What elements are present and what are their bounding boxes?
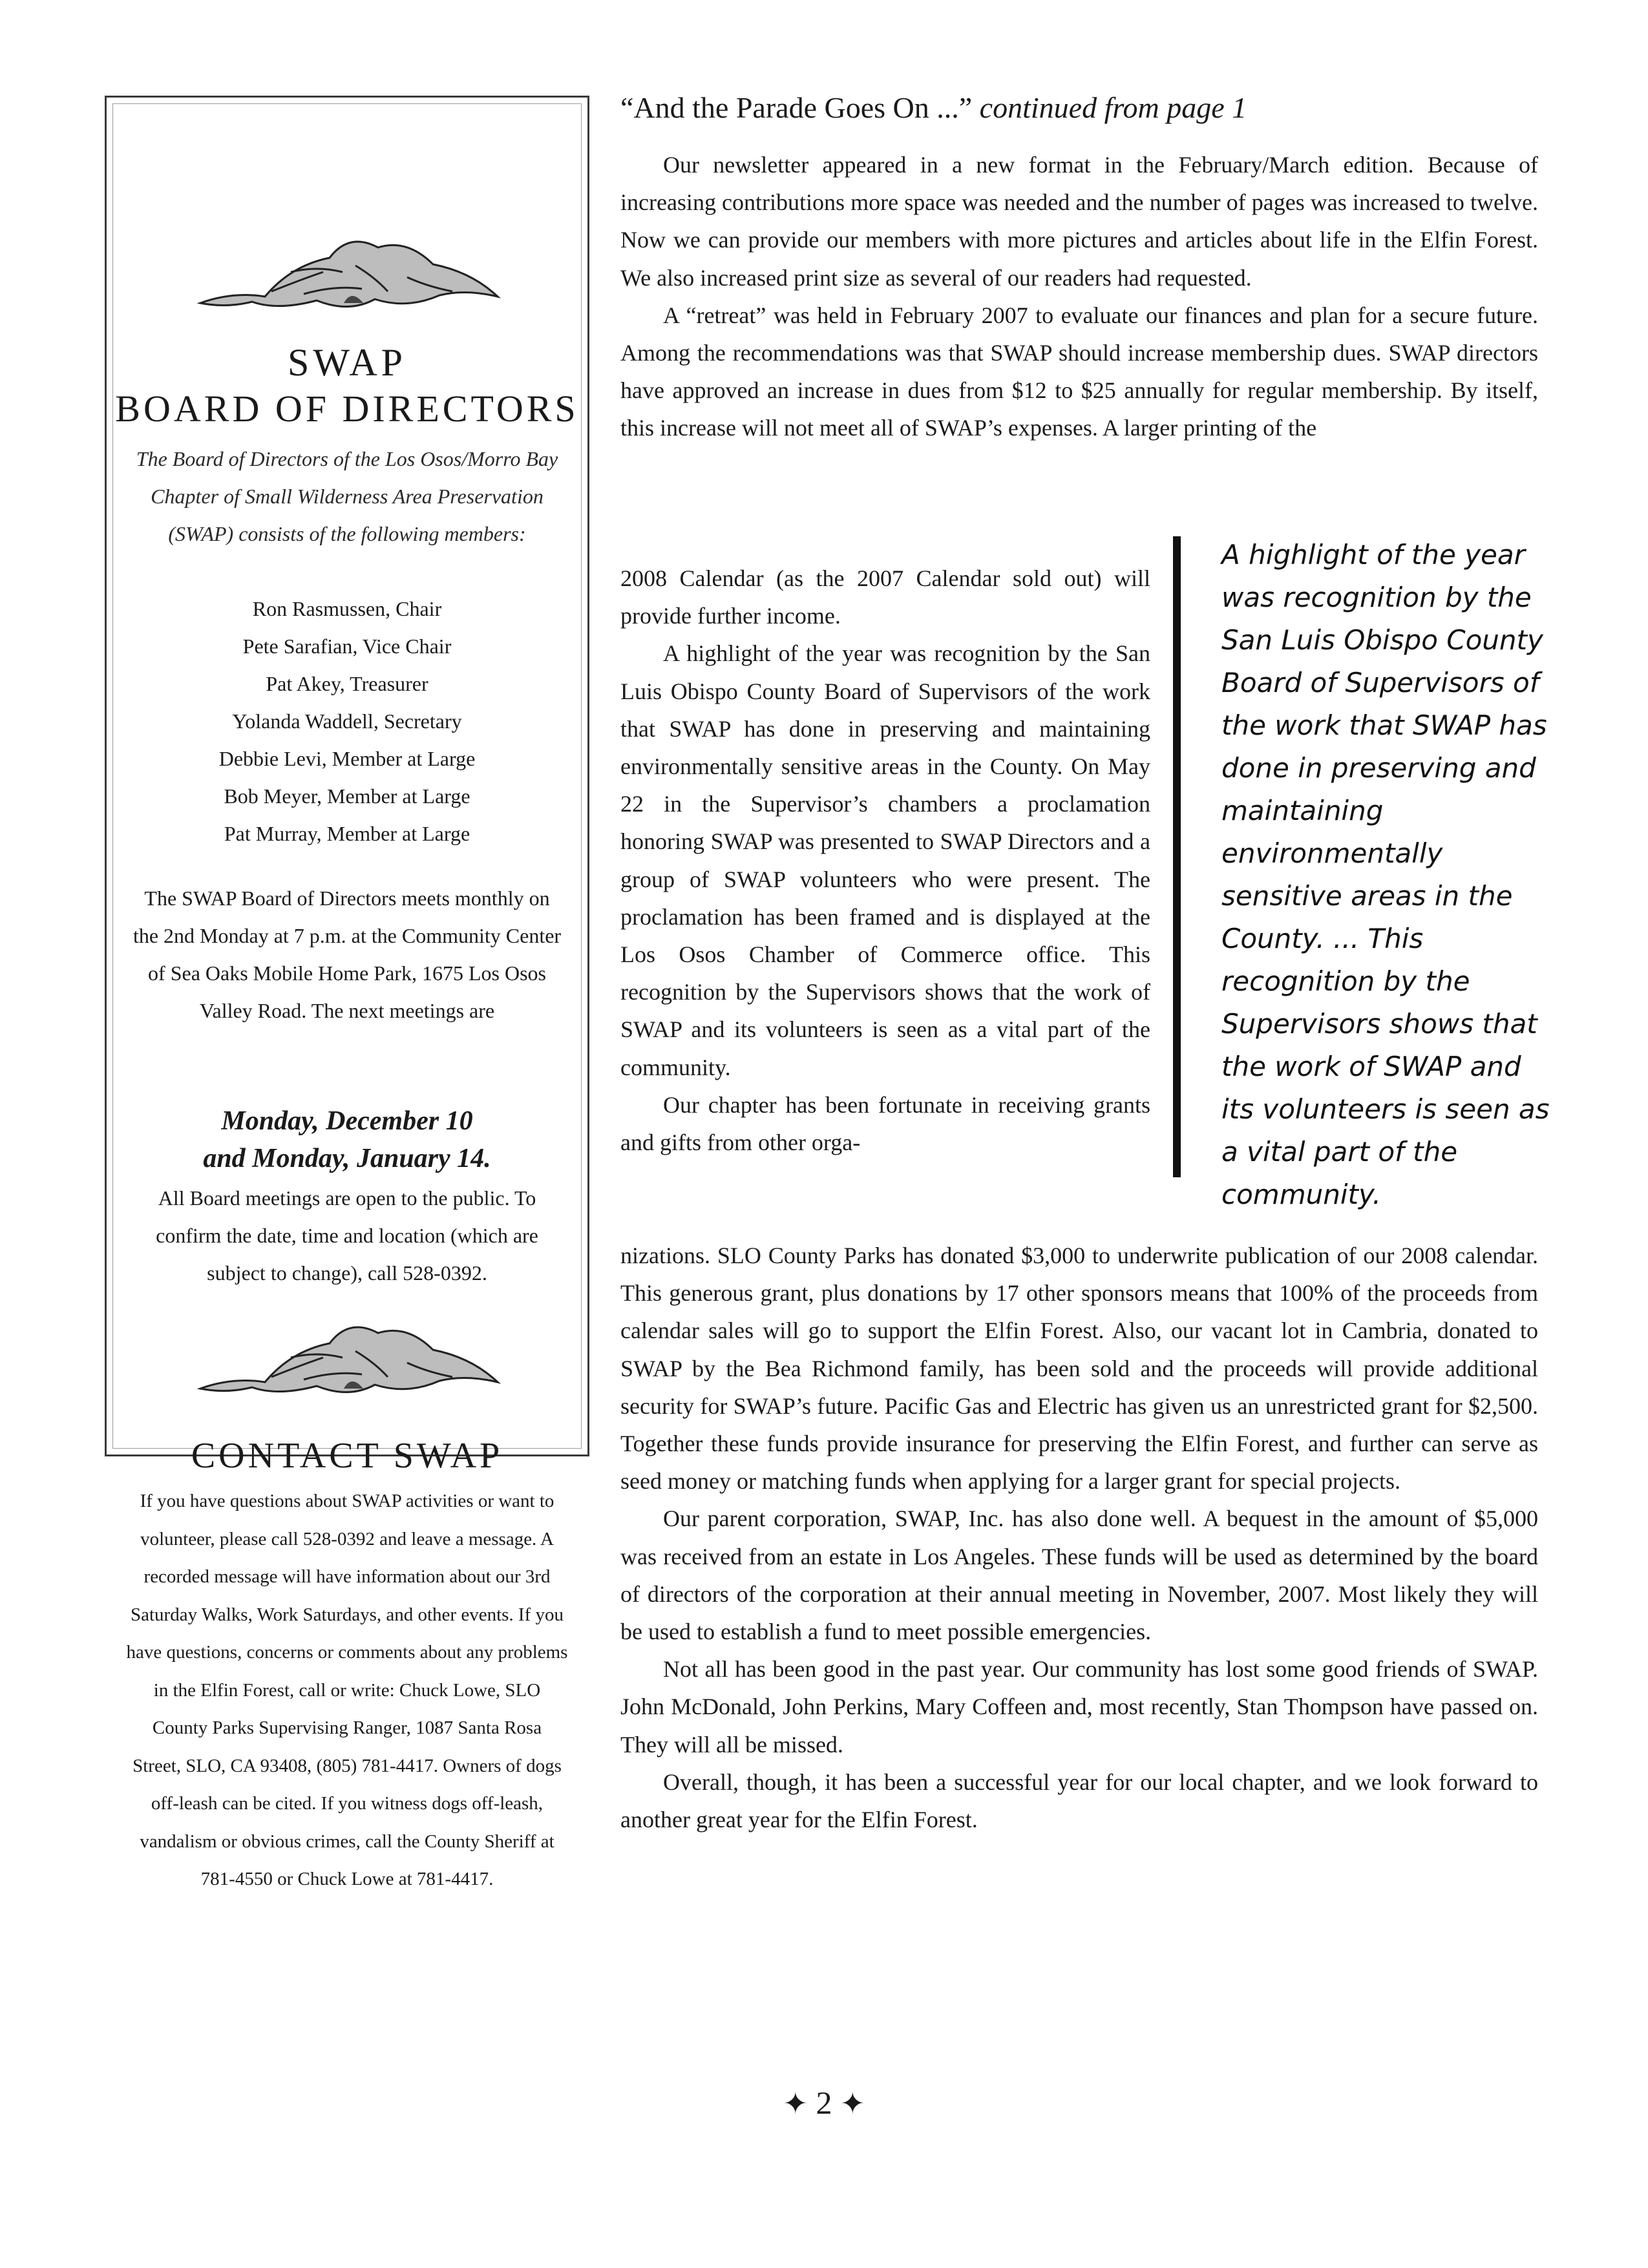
board-member: Yolanda Waddell, Secretary xyxy=(232,709,462,733)
pull-quote: A highlight of the year was recognition by the San Luis Obispo County Board of Supervisors of the work that SWAP has done in preserving and maintaining environmentally sensitive areas in the County. ... This recognition by the Supervisors shows that the work of SWAP and its volunteers is seen as a vital part of the community. xyxy=(1221,539,1550,1210)
next-meeting-dates xyxy=(107,1102,587,1177)
board-title-line1: SWAP xyxy=(287,341,407,384)
meeting-date-1: Monday, December 10 xyxy=(221,1106,473,1136)
oak-tree-ornament-top xyxy=(194,227,504,317)
board-intro: The Board of Directors of the Los Osos/Morro Bay Chapter of Small Wilderness Area Preservation (SWAP) consists of the following members: xyxy=(136,447,558,545)
contact-text: If you have questions about SWAP activities or want to volunteer, please call 528-0392 and leave a message. A recorded message will have information about our 3rd Saturday Walks, Work Saturdays, and other events. If you have questions, concerns or comments about any problems in the Elfin Forest, call or write: Chuck Lowe, SLO County Parks Supervising Ranger, 1087 Santa Rosa Street, SLO, CA 93408, (805) 781-4417. Owners of dogs off-leash can be cited. If you witness dogs off-leash, vandalism or obvious crimes, call the County Sheriff at 781-4550 or Chuck Lowe at 781-4417. xyxy=(126,1491,568,1889)
page-number: 2 xyxy=(816,2084,832,2121)
article-paragraph: 2008 Calendar (as the 2007 Calendar sold out) will provide further income. xyxy=(620,565,1150,629)
continued-note: continued from page 1 xyxy=(979,91,1247,124)
diamond-icon: ✦ xyxy=(840,2087,865,2120)
board-member: Bob Meyer, Member at Large xyxy=(224,784,470,808)
sidebar-box xyxy=(105,96,589,1889)
article-body-top xyxy=(620,146,1538,447)
article-paragraph: Our newsletter appeared in a new format in the February/March edition. Because of increasing contributions more space was needed and the number of pages was increased to twelve. Now we can provide our members with more pictures and articles about life in the Elfin Forest. We also increased print size as several of our readers had requested. xyxy=(620,152,1538,291)
contact-title: CONTACT SWAP xyxy=(191,1436,503,1476)
article-paragraph: A highlight of the year was recognition by the San Luis Obispo County Board of Supervisors of the work that SWAP has done in preserving and maintaining environmentally sensitive areas in the County. On May 22 in the Supervisor’s chambers a proclamation honoring SWAP was presented to SWAP Directors and a group of SWAP volunteers who were present. The proclamation has been framed and is displayed at the Los Osos Chamber of Commerce office. This recognition by the Supervisors shows that the work of SWAP and its volunteers is seen as a vital part of the community. xyxy=(620,640,1150,1080)
meetings-info: The SWAP Board of Directors meets monthly on the 2nd Monday at 7 p.m. at the Community Center of Sea Oaks Mobile Home Park, 1675 Los Osos Valley Road. The next meetings are xyxy=(132,887,562,1022)
board-member: Pete Sarafian, Vice Chair xyxy=(242,635,452,658)
article-title xyxy=(620,90,1247,125)
board-member: Ron Rasmussen, Chair xyxy=(252,597,442,620)
board-members-list xyxy=(107,590,587,852)
article-paragraph: nizations. SLO County Parks has donated $3,000 to underwrite publication of our 2008 calendar. This generous grant, plus donations by 17 other sponsors means that 100% of the proceeds from calendar sales will go to support the Elfin Forest. Also, our vacant lot in Cambria, donated to SWAP by the Bea Richmond family, has been sold and the proceeds will provide additional security for SWAP’s future. Pacific Gas and Electric has given us an unrestricted grant for $2,500. Together these funds provide insurance for preserving the Elfin Forest, and further can serve as seed money or matching funds when applying for a larger grant for special projects. xyxy=(620,1243,1538,1495)
pull-quote-rule xyxy=(1173,536,1181,1177)
meetings-open-note: All Board meetings are open to the public. To confirm the date, time and location (which are subject to change), call 528-0392. xyxy=(156,1186,538,1285)
board-member: Debbie Levi, Member at Large xyxy=(218,747,476,770)
board-member: Pat Murray, Member at Large xyxy=(224,822,470,845)
article-paragraph: Not all has been good in the past year. Our community has lost some good friends of SWAP. John McDonald, John Perkins, Mary Coffeen and, most recently, Stan Thompson have passed on. They will all be missed. xyxy=(620,1656,1538,1758)
article-body-bottom xyxy=(620,1237,1538,1838)
oak-tree-icon xyxy=(194,227,504,317)
article-paragraph: A “retreat” was held in February 2007 to evaluate our finances and plan for a secure future. Among the recommendations was that SWAP should increase membership dues. SWAP directors have approved an increase in dues from $12 to $25 annually for regular membership. By itself, this increase will not meet all of SWAP’s expenses. A larger printing of the xyxy=(620,302,1538,441)
article-headline: “And the Parade Goes On ...” xyxy=(620,91,973,124)
board-title-line2: BOARD OF DIRECTORS xyxy=(115,388,579,430)
article-body-narrow xyxy=(620,560,1150,1161)
board-member: Pat Akey, Treasurer xyxy=(266,672,428,695)
meeting-date-2: and Monday, January 14. xyxy=(203,1144,491,1173)
article-paragraph: Our parent corporation, SWAP, Inc. has also done well. A bequest in the amount of $5,000 was received from an estate in Los Angeles. These funds will be used as determined by the board of directors of the corporation at their annual meeting in November, 2007. Most likely they will be used to establish a fund to meet possible emergencies. xyxy=(620,1506,1538,1645)
article-paragraph: Our chapter has been fortunate in receiving grants and gifts from other orga- xyxy=(620,1091,1150,1156)
oak-tree-icon xyxy=(194,1312,504,1403)
oak-tree-ornament-bottom xyxy=(194,1312,504,1403)
page-footer xyxy=(0,2084,1648,2121)
diamond-icon: ✦ xyxy=(783,2087,808,2120)
article-paragraph: Overall, though, it has been a successful year for our local chapter, and we look forward to another great year for the Elfin Forest. xyxy=(620,1769,1538,1833)
